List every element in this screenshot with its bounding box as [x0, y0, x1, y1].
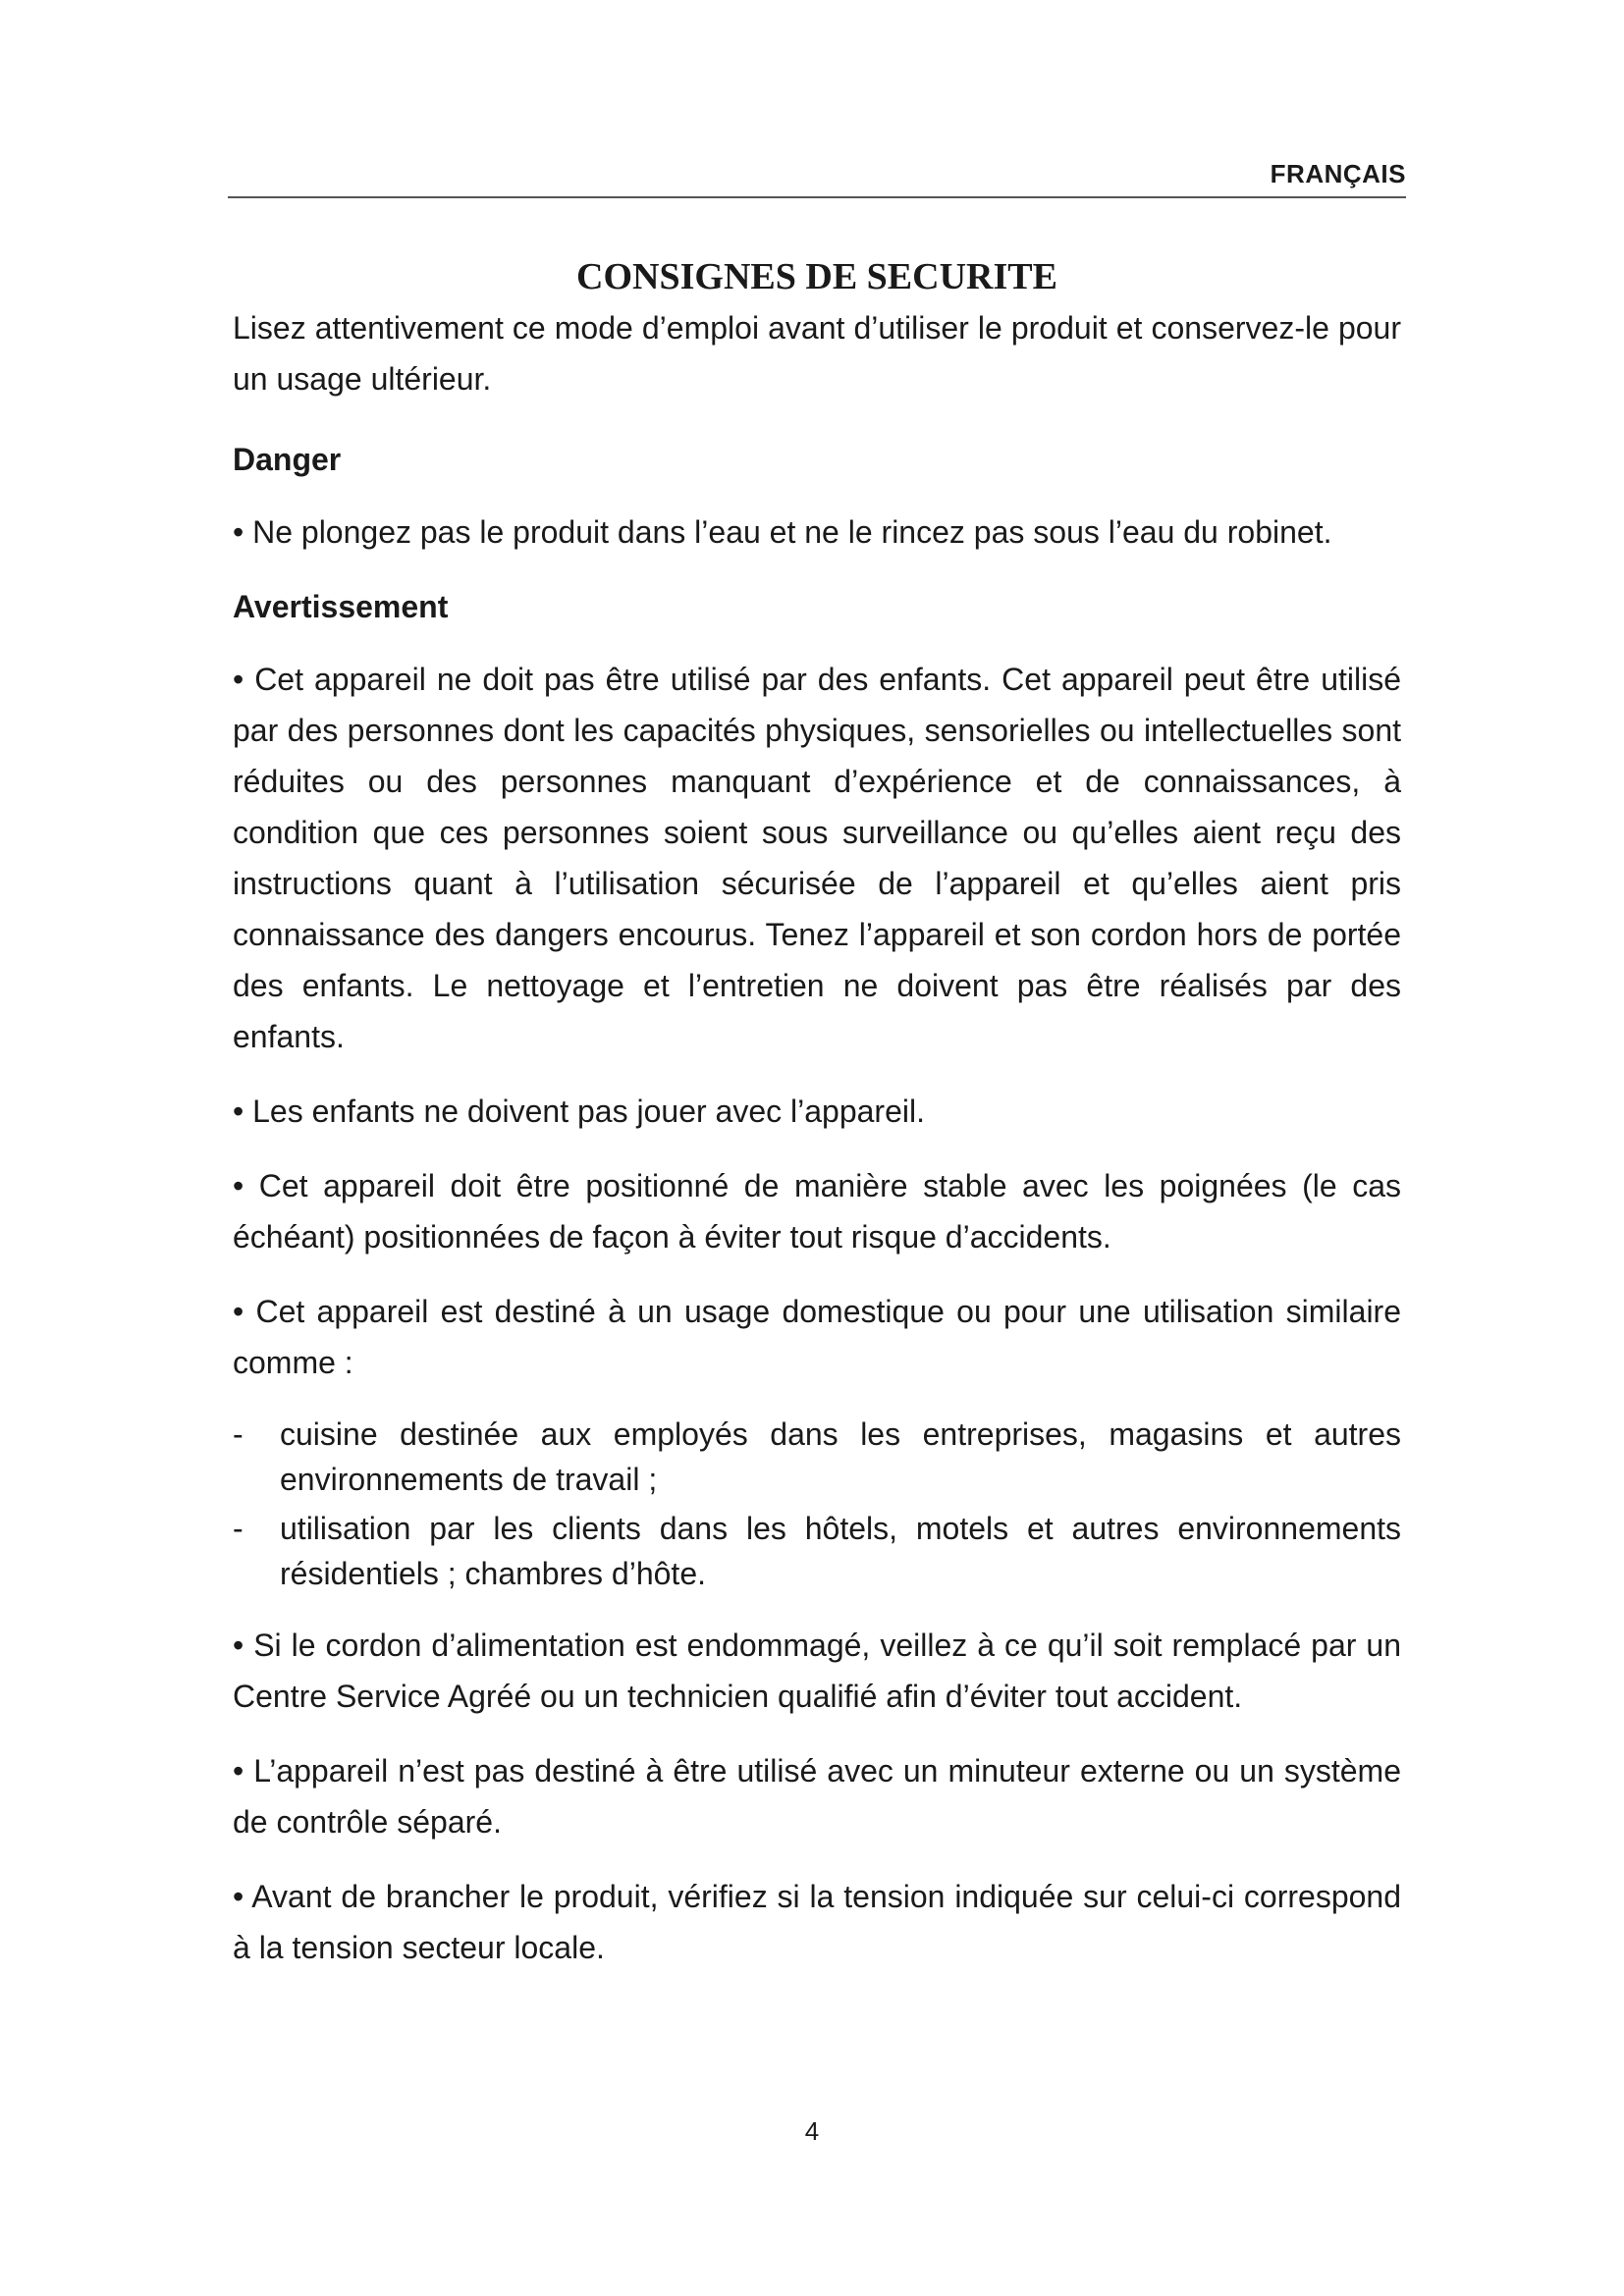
usage-list: [233, 1412, 1401, 1596]
warning-bullet-play: • Les enfants ne doivent pas jouer avec l’appareil.: [233, 1094, 925, 1129]
warning-heading: Avertissement: [233, 589, 449, 624]
header-divider: [228, 196, 1406, 198]
warning-bullet-cord: • Si le cordon d’alimentation est endommagé, veillez à ce qu’il soit remplacé par un Centre Service Agréé ou un technicien qualifié afin d’éviter tout accident.: [233, 1628, 1401, 1714]
danger-heading: Danger: [233, 442, 342, 477]
warning-bullet-domestic-use: • Cet appareil est destiné à un usage domestique ou pour une utilisation similaire comme :: [233, 1294, 1401, 1380]
page-content: [233, 251, 1401, 1997]
list-item: [233, 1412, 1401, 1502]
list-item-text: utilisation par les clients dans les hôtels, motels et autres environnements résidentiels ; chambres d’hôte.: [280, 1511, 1401, 1591]
danger-bullet: • Ne plongez pas le produit dans l’eau et ne le rincez pas sous l’eau du robinet.: [233, 514, 1332, 550]
warning-bullet-stability: • Cet appareil doit être positionné de manière stable avec les poignées (le cas échéant) positionnées de façon à éviter tout risque d’accidents.: [233, 1168, 1401, 1255]
list-item: [233, 1506, 1401, 1596]
warning-bullet-children: • Cet appareil ne doit pas être utilisé par des enfants. Cet appareil peut être utilisé par des personnes dont les capacités physiques, sensorielles ou intellectuelles sont réduites ou des personnes manquant d’expérience et de connaissances, à condition que ces personnes soient sous surveillance ou qu’elles aient reçu des instructions quant à l’utilisation sécurisée de l’appareil et qu’elles aient pris connaissance des dangers encourus. Tenez l’appareil et son cordon hors de portée des enfants. Le nettoyage et l’entretien ne doivent pas être réalisés par des enfants.: [233, 662, 1401, 1054]
warning-bullet-voltage: • Avant de brancher le produit, vérifiez si la tension indiquée sur celui-ci correspond à la tension secteur locale.: [233, 1879, 1401, 1965]
page-title: CONSIGNES DE SECURITE: [576, 256, 1057, 297]
list-dash: -: [233, 1511, 244, 1546]
list-dash: -: [233, 1416, 244, 1452]
page-number: 4: [804, 2116, 820, 2146]
intro-paragraph: Lisez attentivement ce mode d’emploi avant d’utiliser le produit et conservez-le pour un usage ultérieur.: [233, 310, 1401, 397]
list-item-text: cuisine destinée aux employés dans les entreprises, magasins et autres environnements de travail ;: [280, 1416, 1401, 1497]
warning-bullet-timer: • L’appareil n’est pas destiné à être utilisé avec un minuteur externe ou un système de contrôle séparé.: [233, 1753, 1401, 1840]
language-label: FRANÇAIS: [1270, 159, 1406, 188]
